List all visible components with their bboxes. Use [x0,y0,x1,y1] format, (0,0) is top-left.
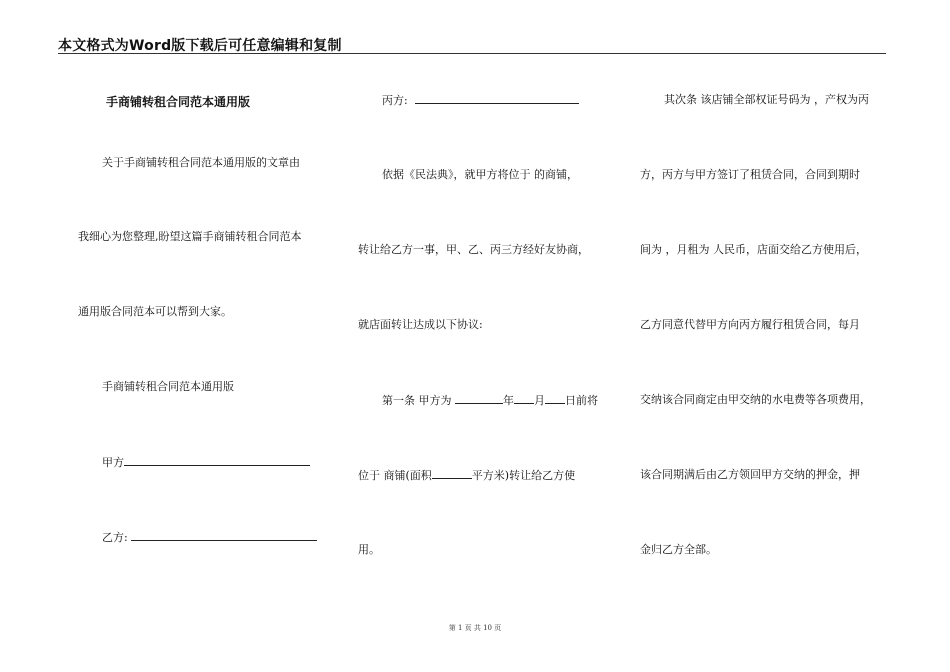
col3-line-5: 交纳该合同商定由甲交纳的水电费等各项费用， [640,393,871,406]
article-1-line [382,393,598,408]
year-label: 年 [503,394,514,407]
col3-line-6: 该合同期满后由乙方领回甲方交纳的押金，押 [640,468,860,481]
party-a-blank [124,455,310,466]
party-b-line [102,530,317,545]
col3-line-2: 方，丙方与甲方签订了租赁合同，合同到期时 [640,168,860,181]
party-c-line [382,93,579,108]
col3-line-7: 金归乙方全部。 [640,543,717,556]
area-blank [432,468,472,479]
col3-line-4: 乙方同意代替甲方向丙方履行租赁合同，每月 [640,318,860,331]
col3-line-1: 其次条 该店铺全部权证号码为 ，产权为丙 [664,93,869,106]
document-title: 手商铺转租合同范本通用版 [106,95,251,109]
col2-line-2: 转让给乙方一事，甲、乙、丙三方经好友协商， [358,243,589,256]
col2-line-3: 就店面转让达成以下协议: [358,318,483,331]
col3-line-3: 间为 ，月租为 人民币，店面交给乙方使用后， [640,243,867,256]
party-b-blank [131,530,317,541]
article-1-line-2 [358,468,575,483]
month-label: 月 [534,394,545,407]
day-label: 日前将 [565,394,598,407]
party-a-label: 甲方 [102,456,124,469]
page-footer: 第 1 页 共 10 页 [448,624,502,632]
article-1-lead: 第一条 甲方为 [382,394,452,407]
document-header-title: 本文格式为Word版下载后可任意编辑和复制 [58,38,342,54]
transfer-text: 平方米)转让给乙方使 [471,469,576,482]
intro-line-3: 通用版合同范本可以帮到大家。 [78,305,232,318]
party-a-line [102,455,310,470]
intro-line-1: 关于手商铺转租合同范本通用版的文章由 [102,156,300,169]
contract-subtitle: 手商铺转租合同范本通用版 [102,380,234,393]
shop-location-text: 位于 商铺(面积 [358,469,432,482]
year-blank [455,393,503,404]
col2-line-1: 依据《民法典》，就甲方将位于 的商铺， [382,168,578,181]
article-1-line-3: 用。 [358,543,380,556]
intro-line-2: 我细心为您整理,盼望这篇手商铺转租合同范本 [78,230,302,243]
month-blank [514,393,534,404]
party-c-blank [415,93,579,104]
header-divider [58,53,886,54]
day-blank [545,393,565,404]
party-c-label: 丙方: [382,94,408,107]
party-b-label: 乙方: [102,531,128,544]
